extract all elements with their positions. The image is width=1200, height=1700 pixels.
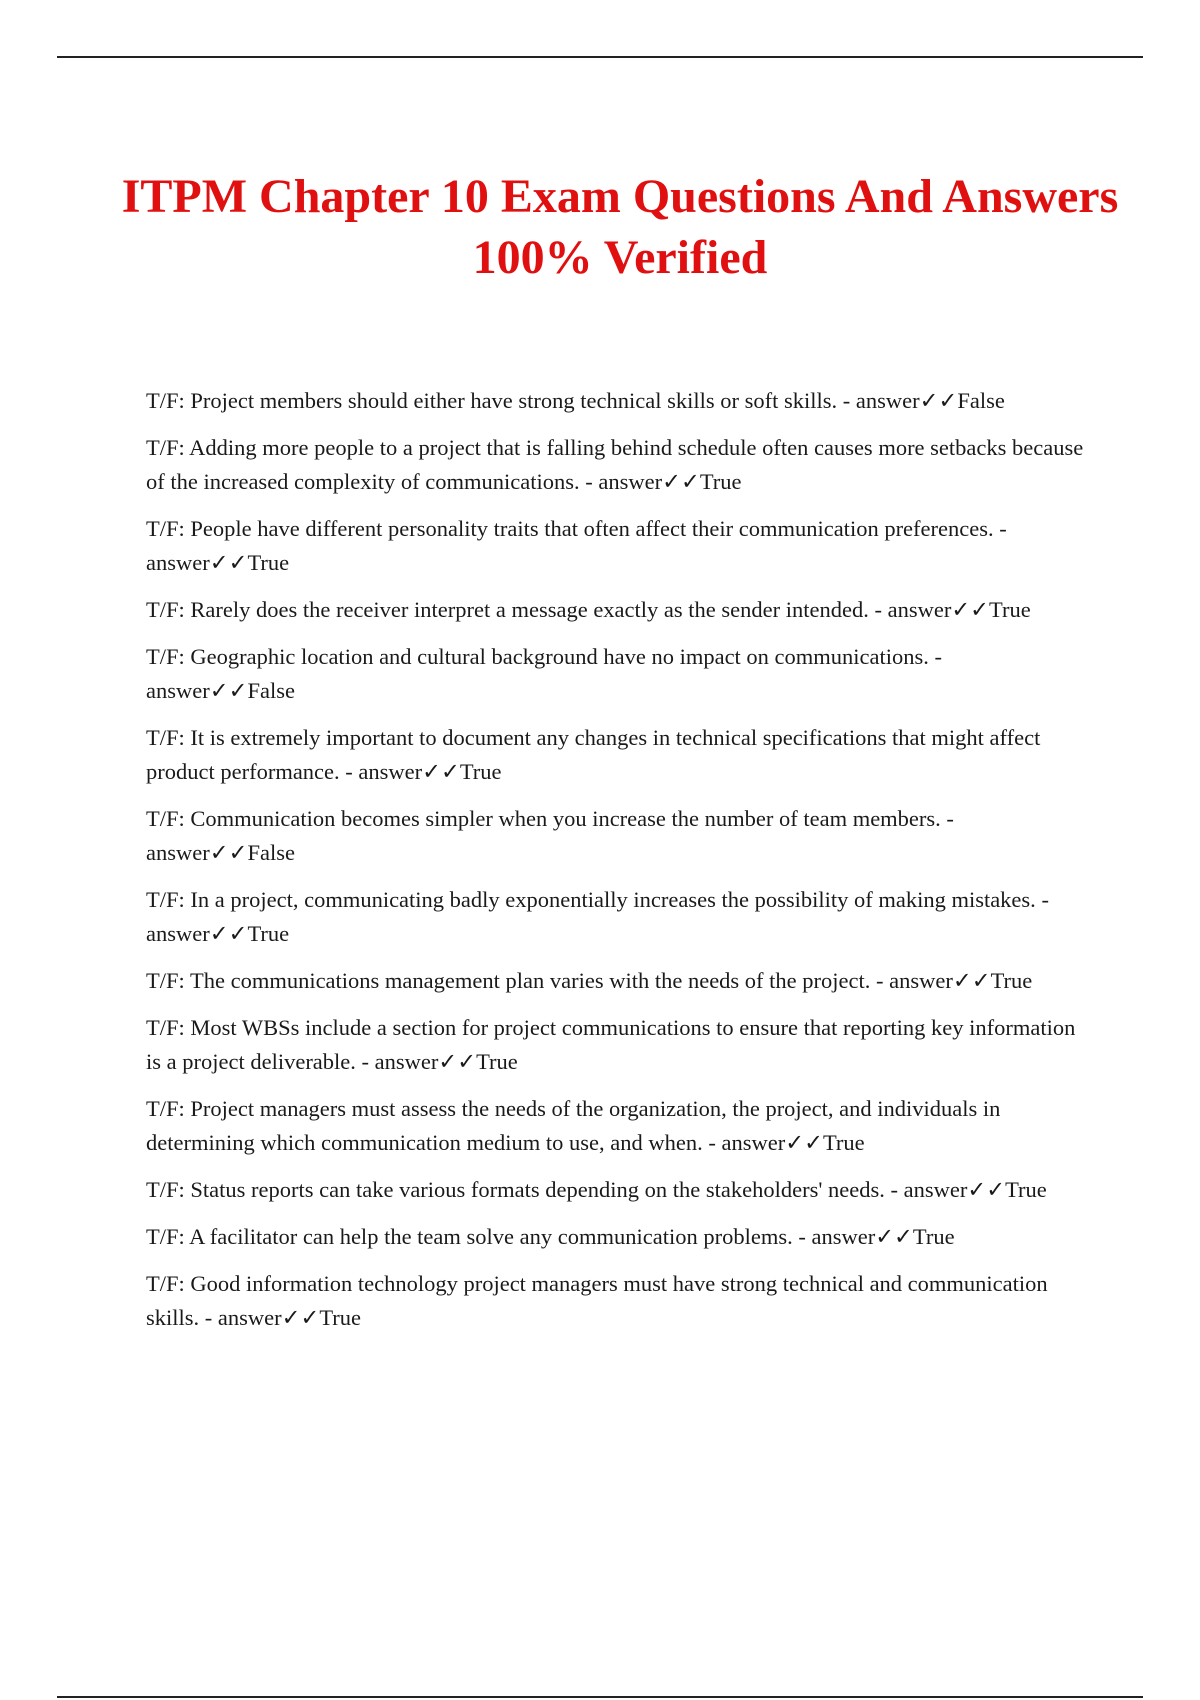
qa-item	[146, 1267, 1086, 1335]
check-icon: ✓✓	[209, 921, 248, 946]
answer-separator: - answer	[702, 1130, 786, 1155]
check-icon: ✓✓	[875, 1224, 913, 1249]
check-icon: ✓✓	[281, 1305, 320, 1330]
question-text: T/F: The communications management plan varies with the needs of the project.	[146, 968, 871, 993]
answer-separator: - answer	[146, 516, 1007, 575]
bottom-rule	[57, 1696, 1143, 1698]
answer-separator: - answer	[884, 1177, 968, 1202]
answer-separator: - answer	[579, 469, 663, 494]
qa-item	[146, 431, 1086, 499]
answer-value: True	[476, 1049, 518, 1074]
check-icon: ✓✓	[919, 388, 958, 413]
qa-item	[146, 964, 1086, 998]
answer-value: True	[822, 1130, 865, 1155]
question-text: T/F: Most WBSs include a section for project communications to ensure that reporting key information is a project deliverable.	[146, 1015, 1076, 1074]
answer-value: True	[912, 1224, 955, 1249]
check-icon: ✓✓	[209, 678, 248, 703]
qa-item	[146, 1220, 1086, 1254]
question-text: T/F: Status reports can take various formats depending on the stakeholders' needs.	[146, 1177, 885, 1202]
question-text: T/F: People have different personality traits that often affect their communication preferences.	[146, 516, 994, 541]
question-text: T/F: Project managers must assess the needs of the organization, the project, and individuals in determining which communication medium to use, and when.	[146, 1096, 1001, 1155]
qa-item	[146, 721, 1086, 789]
answer-separator: - answer	[355, 1049, 439, 1074]
qa-item	[146, 802, 1086, 870]
answer-value: True	[459, 759, 502, 784]
qa-item	[146, 1173, 1086, 1207]
check-icon: ✓✓	[209, 840, 248, 865]
question-text: T/F: In a project, communicating badly exponentially increases the possibility of making mistakes.	[146, 887, 1036, 912]
answer-separator: - answer	[868, 597, 952, 622]
question-text: T/F: Adding more people to a project that is falling behind schedule often causes more setbacks because of the increased complexity of communications.	[146, 435, 1084, 494]
qa-item	[146, 512, 1086, 580]
answer-separator: - answer	[199, 1305, 282, 1330]
check-icon: ✓✓	[967, 1177, 1006, 1202]
top-rule	[57, 56, 1143, 58]
qa-item	[146, 640, 1086, 708]
answer-separator: - answer	[146, 887, 1049, 946]
answer-value: True	[1005, 1177, 1047, 1202]
check-icon: ✓✓	[422, 759, 460, 784]
qa-item	[146, 593, 1086, 627]
check-icon: ✓✓	[209, 550, 248, 575]
qa-item	[146, 1011, 1086, 1079]
question-text: T/F: It is extremely important to document any changes in technical specifications that might affect product performance.	[146, 725, 1041, 784]
qa-list	[146, 384, 1086, 1348]
question-text: T/F: Geographic location and cultural background have no impact on communications.	[146, 644, 929, 669]
answer-separator: - answer	[792, 1224, 876, 1249]
qa-item	[146, 384, 1086, 418]
question-text: T/F: A facilitator can help the team solve any communication problems.	[146, 1224, 793, 1249]
document-title: ITPM Chapter 10 Exam Questions And Answers 100% Verified	[121, 170, 1119, 284]
question-text: T/F: Good information technology project managers must have strong technical and communication skills.	[146, 1271, 1048, 1330]
qa-item	[146, 1092, 1086, 1160]
answer-separator: - answer	[146, 644, 943, 703]
question-text: T/F: Rarely does the receiver interpret a message exactly as the sender intended.	[146, 597, 869, 622]
answer-value: True	[319, 1305, 362, 1330]
answer-value: False	[247, 678, 295, 703]
answer-value: True	[989, 597, 1031, 622]
question-text: T/F: Project members should either have strong technical skills or soft skills.	[146, 388, 838, 413]
check-icon: ✓✓	[662, 469, 700, 494]
answer-value: True	[247, 550, 290, 575]
answer-value: True	[990, 968, 1033, 993]
answer-separator: - answer	[339, 759, 423, 784]
answer-value: False	[247, 840, 295, 865]
check-icon: ✓✓	[785, 1130, 823, 1155]
check-icon: ✓✓	[952, 968, 991, 993]
answer-separator: - answer	[837, 388, 920, 413]
question-text: T/F: Communication becomes simpler when you increase the number of team members.	[146, 806, 941, 831]
check-icon: ✓✓	[438, 1049, 477, 1074]
qa-item	[146, 883, 1086, 951]
answer-value: True	[699, 469, 742, 494]
answer-value: False	[957, 388, 1005, 413]
answer-value: True	[247, 921, 290, 946]
answer-separator: - answer	[870, 968, 953, 993]
check-icon: ✓✓	[951, 597, 990, 622]
answer-separator: - answer	[146, 806, 954, 865]
